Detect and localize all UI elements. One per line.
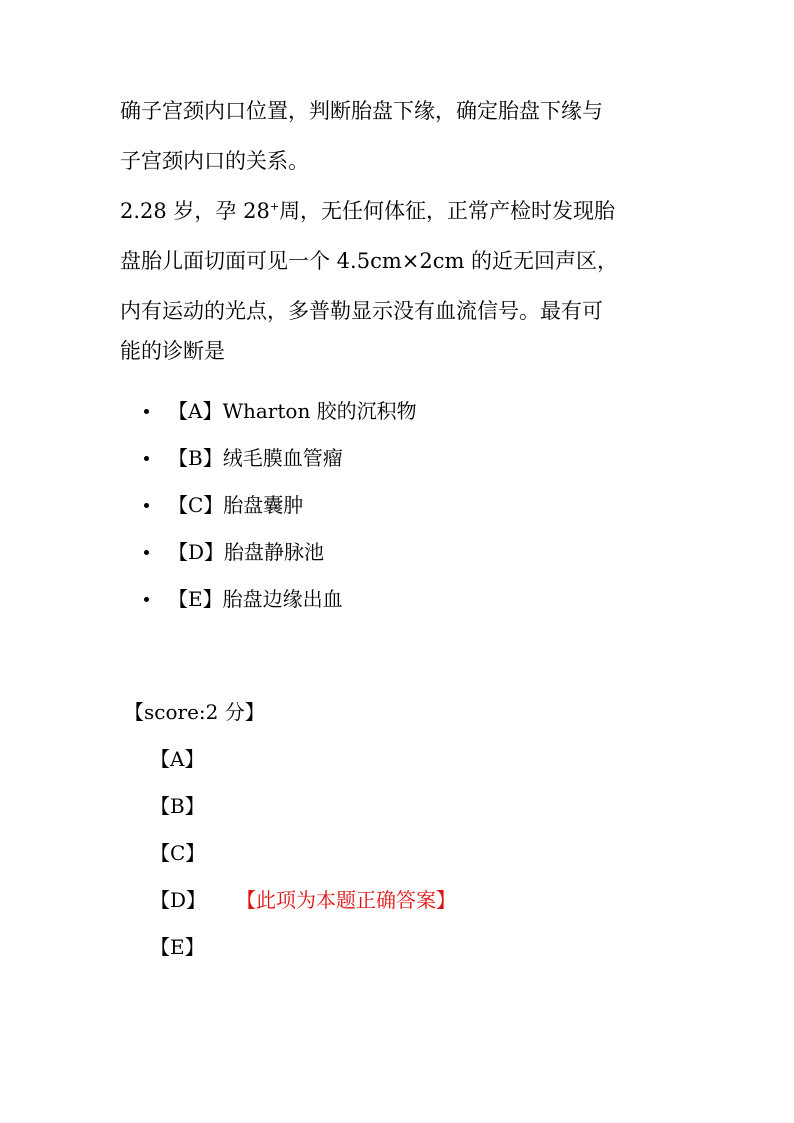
bullet-icon (144, 503, 149, 508)
question-stem-line-1-start: 2.28 岁，孕 28 (120, 199, 270, 223)
answer-item-a (150, 744, 206, 791)
question-text-line-1: 确子宫颈内口位置，判断胎盘下缘，确定胎盘下缘与 (120, 99, 603, 123)
option-label: 【A】Wharton 胶的沉积物 (168, 399, 417, 423)
option-label: 【B】绒毛膜血管瘤 (168, 446, 343, 470)
question-stem-line-2: 盘胎儿面切面可见一个 4.5cm×2cm 的近无回声区， (120, 249, 619, 273)
correct-answer-mark: 【此项为本题正确答案】 (236, 888, 456, 912)
answer-key: 【B】 (150, 794, 205, 818)
question-stem-superscript: + (269, 200, 280, 213)
answer-key: 【E】 (150, 935, 205, 959)
answer-item-d (150, 885, 456, 932)
option-label: 【C】胎盘囊肿 (168, 493, 304, 517)
bullet-icon (144, 456, 149, 461)
question-stem-line-4: 能的诊断是 (120, 339, 225, 363)
answer-item-e (150, 932, 206, 979)
question-text-line-2: 子宫颈内口的关系。 (120, 149, 309, 173)
bullet-icon (144, 550, 149, 555)
score-label: 【score:2 分】 (124, 700, 265, 724)
option-label: 【E】胎盘边缘出血 (168, 587, 343, 611)
answer-key: 【D】 (150, 888, 207, 912)
answer-list (150, 744, 456, 979)
bullet-icon (144, 597, 149, 602)
answer-key: 【C】 (150, 841, 206, 865)
answer-item-c (150, 838, 206, 885)
question-stem-line-1 (120, 198, 615, 224)
answer-item-b (150, 791, 206, 838)
question-stem-line-1-end: 周，无任何体征，正常产检时发现胎 (279, 199, 616, 223)
answer-key: 【A】 (150, 747, 205, 771)
question-stem-line-3: 内有运动的光点，多普勒显示没有血流信号。最有可 (120, 299, 603, 323)
bullet-icon (144, 409, 149, 414)
option-label: 【D】胎盘静脉池 (168, 540, 325, 564)
